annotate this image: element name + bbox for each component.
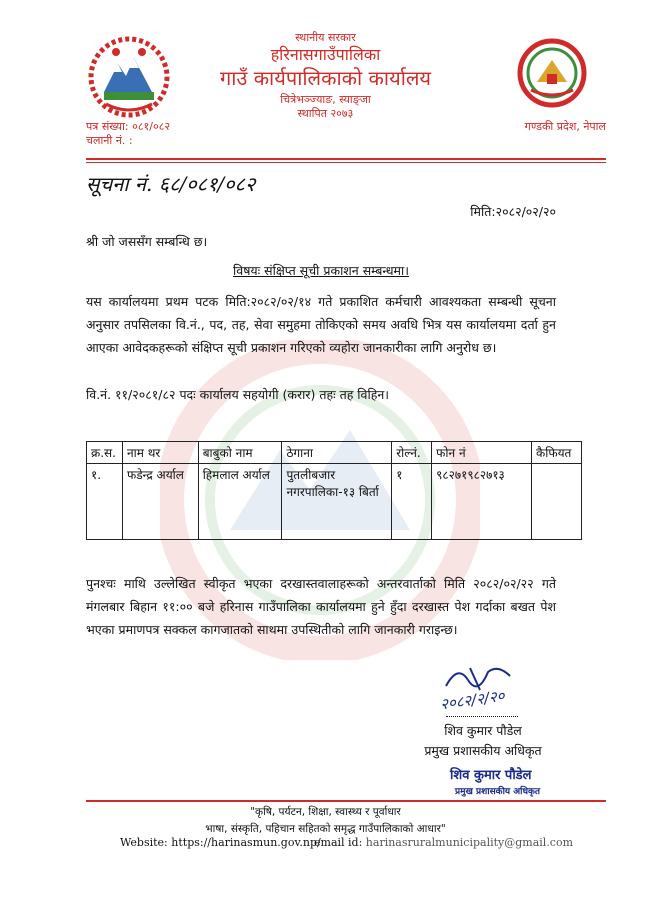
signatory-name: शिव कुमार पौडेल — [444, 723, 522, 738]
nepal-emblem-icon — [86, 34, 172, 120]
paragraph-main: यस कार्यालयमा प्रथम पटक मिति:२०८२/०२/१४ गते प्रकाशित कर्मचारी आवश्यकता सम्बन्धी सूचना अनुसार तपसिलका वि.नं., पद, तह, सेवा समुहमा तोकिएको समय अवधि भित्र यस कार्यालयमा दर्ता हुन आएका आवेदकहरूको संक्षिप्त सूची प्रकाशन गरिएको व्यहोरा जानकारीका लागि अनुरोध छ। — [86, 294, 556, 355]
cell-roll: १ — [392, 464, 432, 540]
table-header-row — [87, 442, 582, 464]
stamp-title: प्रमुख प्रशासकीय अधिकृत — [455, 787, 541, 797]
cell-remarks — [532, 464, 582, 540]
cell-phone: ९८२७१९८२७१३ — [432, 464, 532, 540]
header-divider — [86, 158, 606, 160]
col-phone: फोन नं — [432, 442, 532, 464]
footer-website — [120, 836, 321, 849]
col-father-name: बाबुको नाम — [198, 442, 282, 464]
letter-date: मिति:२०८२/०२/२० — [470, 204, 556, 219]
recipient: श्री जो जससँग सम्बन्धि छ। — [86, 234, 208, 249]
email-link[interactable]: harinasruralmunicipality@gmail.com — [365, 836, 574, 849]
dispatch-number: चलानी नं. : — [86, 134, 133, 147]
cell-serial: १. — [87, 464, 123, 540]
gov-line: स्थानीय सरकार — [295, 31, 356, 44]
website-link[interactable]: https://harinasmun.gov.np/ — [171, 836, 321, 849]
table-row — [87, 464, 582, 540]
cell-father-name: हिमलाल अर्याल — [198, 464, 282, 540]
header-divider-thin — [86, 162, 606, 163]
address-line2: स्थापित २०७३ — [297, 107, 354, 120]
website-label: Website: — [120, 836, 168, 849]
office-name: गाउँ कार्यपालिकाको कार्यालय — [219, 66, 432, 90]
signatory-title: प्रमुख प्रशासकीय अधिकृत — [424, 743, 542, 758]
footer-motto-2: भाषा, संस्कृति, पहिचान सहितको समृद्ध गाउँपालिकाको आधार" — [205, 823, 446, 835]
email-label: email id: — [314, 836, 363, 849]
applicants-table — [86, 441, 582, 540]
municipality-logo-icon — [517, 38, 587, 108]
notice-number: सूचना नं. ६८/०८१/०८२ — [86, 172, 256, 196]
vacancy-line: वि.नं. ११/२०८१/८२ पदः कार्यालय सहयोगी (करार) तहः तह विहिन। — [86, 387, 390, 402]
footer-motto-1: "कृषि, पर्यटन, शिक्षा, स्वास्थ्य र पूर्वाधार — [250, 806, 401, 818]
col-name: नाम थर — [122, 442, 198, 464]
cell-address: पुतलीबजार नगरपालिका-१३ बिर्ता — [282, 464, 392, 540]
col-remarks: कैफियत — [532, 442, 582, 464]
paragraph-postscript: पुनश्चः माथि उल्लेखित स्वीकृत भएका दरखास्तवालाहरूको अन्तरवार्ताको मिति २०८२/०२/२२ गते मंगलबार बिहान ११:०० बजे हरिनास गाउँपालिका कार्यालयमा हुने हुँदा दरखास्त पेश गर्दाका बखत पेश भएका प्रमाणपत्र सक्कल कागजातको साथमा उपस्थितीको लागि जानकारी गराइन्छ। — [86, 576, 556, 637]
cell-name: फडेन्द्र अर्याल — [122, 464, 198, 540]
stamp-name: शिव कुमार पौडेल — [450, 768, 532, 783]
letter-number: पत्र संख्या: ०८१/०८२ — [86, 120, 171, 133]
province: गण्डकी प्रदेश, नेपाल — [524, 120, 606, 133]
footer-divider — [86, 800, 606, 802]
footer-email — [314, 836, 573, 849]
subject: विषयः संक्षिप्त सूची प्रकाशन सम्बन्धमा। — [233, 263, 409, 278]
col-roll: रोल्नं. — [392, 442, 432, 464]
municipality-name: हरिनासगाउँपालिका — [270, 45, 381, 64]
col-address: ठेगाना — [282, 442, 392, 464]
col-serial: क्र.स. — [87, 442, 123, 464]
signature-line — [446, 716, 518, 717]
signature-date: २०८२/२/२० — [439, 686, 506, 714]
address-line1: चित्रेभञ्ज्याङ, स्याङ्जा — [280, 93, 371, 106]
